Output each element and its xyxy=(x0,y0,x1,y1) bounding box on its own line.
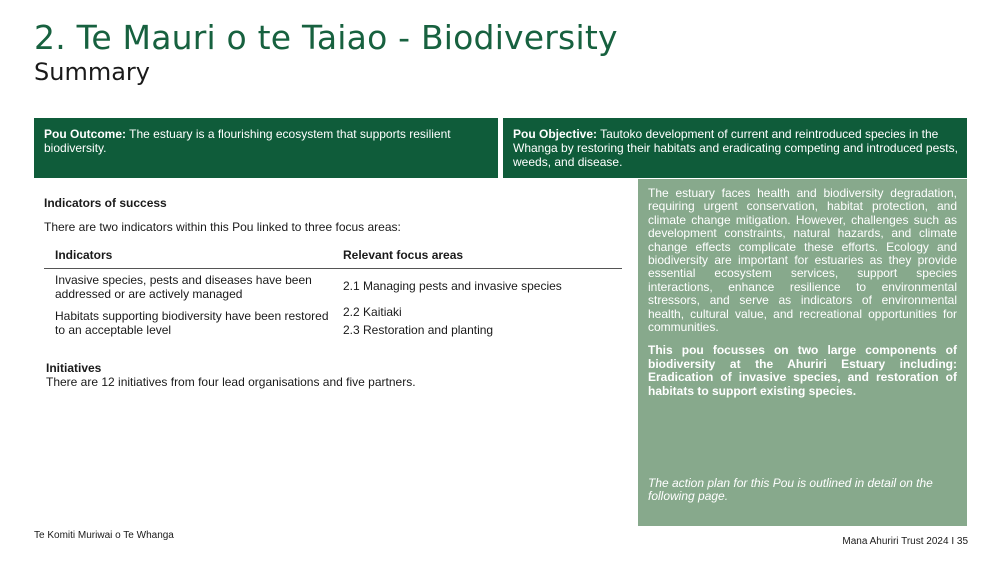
indicators-intro: There are two indicators within this Pou linked to three focus areas: xyxy=(44,220,401,234)
focus-area-cell: 2.1 Managing pests and invasive species xyxy=(343,279,562,293)
footer-page-info: Mana Ahuriri Trust 2024 I 35 xyxy=(842,536,968,547)
initiatives-text: There are 12 initiatives from four lead organisations and five partners. xyxy=(46,375,416,389)
pou-objective-box xyxy=(503,118,967,178)
focus-paragraph: This pou focusses on two large components of biodiversity at the Ahuriri Estuary including: Eradication of invasive species, and restoration of habitats to support existing species. xyxy=(648,343,957,398)
pou-objective-text: Tautoko development of current and reintroduced species in the Whanga by restoring their habitats and eradicating competing and introduced pests, weeds, and disease. xyxy=(513,127,958,169)
indicator-cell: Habitats supporting biodiversity have been restored to an acceptable level xyxy=(55,309,329,337)
column-header-indicators: Indicators xyxy=(55,248,113,262)
action-plan-note: The action plan for this Pou is outlined in detail on the following page. xyxy=(648,476,933,504)
footer-left: Te Komiti Muriwai o Te Whanga xyxy=(34,530,174,541)
pou-outcome-text: The estuary is a flourishing ecosystem that supports resilient biodiversity. xyxy=(44,127,451,155)
indicator-cell: Invasive species, pests and diseases have been addressed or are actively managed xyxy=(55,273,312,301)
pou-outcome-box xyxy=(34,118,498,178)
initiatives-heading: Initiatives xyxy=(46,361,102,375)
table-header-divider xyxy=(44,268,622,269)
indicators-heading: Indicators of success xyxy=(44,196,167,210)
pou-objective-label: Pou Objective: xyxy=(513,127,598,141)
focus-area-cell: 2.3 Restoration and planting xyxy=(343,323,494,337)
focus-area-cell: 2.2 Kaitiaki xyxy=(343,305,402,319)
context-paragraph: The estuary faces health and biodiversity degradation, requiring urgent conservation, habitat protection, and climate change mitigation. However, challenges such as development constraints, natural hazards, and climate change effects complicate these efforts. Ecology and biodiversity are important for estuaries as they provide essential ecosystem services, support species interactions, enhance resilience to environmental stressors, and serve as indicators of environmental health, cultural value, and recreational opportunities for communities. xyxy=(648,186,957,335)
context-panel xyxy=(638,179,967,526)
column-header-focus-areas: Relevant focus areas xyxy=(343,248,464,262)
page-subtitle: Summary xyxy=(34,58,150,86)
pou-outcome-label: Pou Outcome: xyxy=(44,127,127,141)
page-title: 2. Te Mauri o te Taiao - Biodiversity xyxy=(34,18,618,57)
